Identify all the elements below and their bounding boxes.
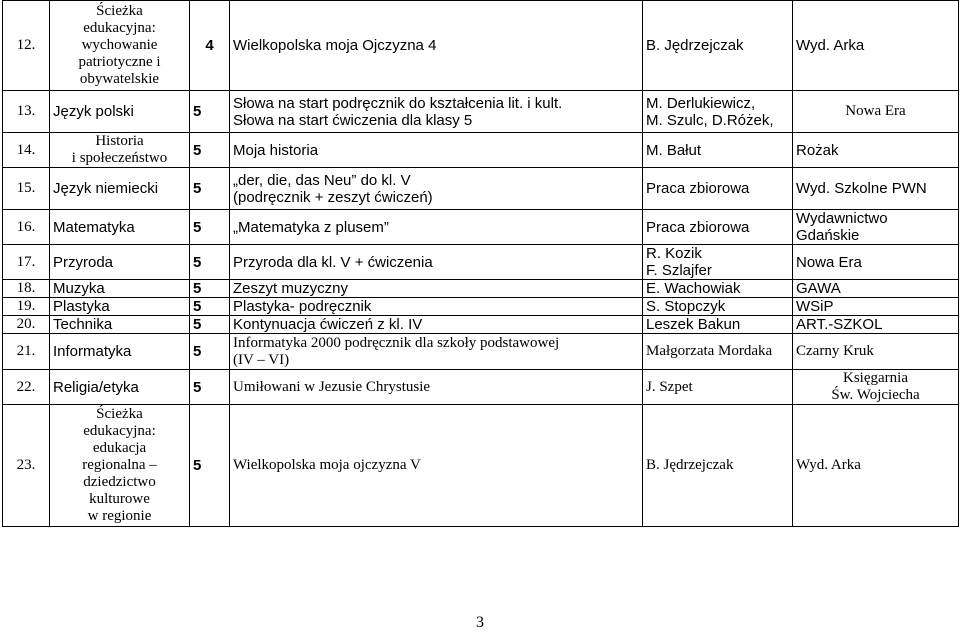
title-cell: Kontynuacja ćwiczeń z kl. IV xyxy=(230,316,643,334)
author-cell: B. Jędrzejczak xyxy=(643,405,793,527)
row-number: 19. xyxy=(3,298,50,316)
table-row xyxy=(3,370,959,405)
publisher-cell: Nowa Era xyxy=(793,245,959,280)
publisher-cell: Rożak xyxy=(793,133,959,168)
publisher-cell: Nowa Era xyxy=(793,91,959,133)
table-row xyxy=(3,1,959,91)
subject-cell: Technika xyxy=(50,316,190,334)
row-number: 21. xyxy=(3,334,50,370)
hours-cell: 5 xyxy=(190,316,230,334)
hours-cell: 5 xyxy=(190,210,230,245)
publisher-cell: Księgarnia Św. Wojciecha xyxy=(793,370,959,405)
title-cell: Plastyka- podręcznik xyxy=(230,298,643,316)
subject-cell: Plastyka xyxy=(50,298,190,316)
hours-cell: 5 xyxy=(190,405,230,527)
table-row xyxy=(3,168,959,210)
title-cell: Informatyka 2000 podręcznik dla szkoły podstawowej (IV – VI) xyxy=(230,334,643,370)
title-cell: Umiłowani w Jezusie Chrystusie xyxy=(230,370,643,405)
title-cell: Słowa na start podręcznik do kształcenia lit. i kult. Słowa na start ćwiczenia dla klasy 5 xyxy=(230,91,643,133)
row-number: 22. xyxy=(3,370,50,405)
row-number: 13. xyxy=(3,91,50,133)
page-number: 3 xyxy=(476,614,484,631)
publisher-cell: Czarny Kruk xyxy=(793,334,959,370)
table-row xyxy=(3,280,959,298)
author-cell: Leszek Bakun xyxy=(643,316,793,334)
row-number: 15. xyxy=(3,168,50,210)
hours-cell: 5 xyxy=(190,280,230,298)
row-number: 23. xyxy=(3,405,50,527)
hours-cell: 4 xyxy=(190,1,230,91)
subject-cell: Przyroda xyxy=(50,245,190,280)
publisher-cell: Wyd. Arka xyxy=(793,405,959,527)
table-row xyxy=(3,210,959,245)
title-cell: Wielkopolska moja ojczyzna V xyxy=(230,405,643,527)
title-cell: „Matematyka z plusem” xyxy=(230,210,643,245)
author-cell: Praca zbiorowa xyxy=(643,210,793,245)
row-number: 16. xyxy=(3,210,50,245)
hours-cell: 5 xyxy=(190,370,230,405)
subject-cell: Informatyka xyxy=(50,334,190,370)
publisher-cell: GAWA xyxy=(793,280,959,298)
table-row xyxy=(3,316,959,334)
hours-cell: 5 xyxy=(190,245,230,280)
publisher-cell: Wyd. Arka xyxy=(793,1,959,91)
table-row xyxy=(3,334,959,370)
title-cell: Wielkopolska moja Ojczyzna 4 xyxy=(230,1,643,91)
table-row xyxy=(3,133,959,168)
hours-cell: 5 xyxy=(190,133,230,168)
publisher-cell: Wyd. Szkolne PWN xyxy=(793,168,959,210)
author-cell: E. Wachowiak xyxy=(643,280,793,298)
author-cell: M. Bałut xyxy=(643,133,793,168)
subject-cell: Ścieżka edukacyjna: wychowanie patriotyczne i obywatelskie xyxy=(50,1,190,91)
author-cell: R. Kozik F. Szlajfer xyxy=(643,245,793,280)
title-cell: Moja historia xyxy=(230,133,643,168)
title-cell: Zeszyt muzyczny xyxy=(230,280,643,298)
table-row xyxy=(3,298,959,316)
table-row xyxy=(3,91,959,133)
subject-cell: Historia i społeczeństwo xyxy=(50,133,190,168)
author-cell: B. Jędrzejczak xyxy=(643,1,793,91)
title-cell: „der, die, das Neu” do kl. V (podręcznik + zeszyt ćwiczeń) xyxy=(230,168,643,210)
hours-cell: 5 xyxy=(190,334,230,370)
subject-cell: Muzyka xyxy=(50,280,190,298)
hours-cell: 5 xyxy=(190,168,230,210)
subject-cell: Język niemiecki xyxy=(50,168,190,210)
publisher-cell: ART.-SZKOL xyxy=(793,316,959,334)
subject-cell: Ścieżka edukacyjna: edukacja regionalna – dziedzictwo kulturowe w regionie xyxy=(50,405,190,527)
row-number: 18. xyxy=(3,280,50,298)
subject-cell: Matematyka xyxy=(50,210,190,245)
author-cell: S. Stopczyk xyxy=(643,298,793,316)
author-cell: Praca zbiorowa xyxy=(643,168,793,210)
author-cell: J. Szpet xyxy=(643,370,793,405)
table-row xyxy=(3,245,959,280)
row-number: 12. xyxy=(3,1,50,91)
author-cell: Małgorzata Mordaka xyxy=(643,334,793,370)
textbook-table xyxy=(2,0,959,527)
hours-cell: 5 xyxy=(190,298,230,316)
row-number: 20. xyxy=(3,316,50,334)
publisher-cell: Wydawnictwo Gdańskie xyxy=(793,210,959,245)
table-row xyxy=(3,405,959,527)
publisher-cell: WSiP xyxy=(793,298,959,316)
subject-cell: Religia/etyka xyxy=(50,370,190,405)
title-cell: Przyroda dla kl. V + ćwiczenia xyxy=(230,245,643,280)
hours-cell: 5 xyxy=(190,91,230,133)
row-number: 14. xyxy=(3,133,50,168)
row-number: 17. xyxy=(3,245,50,280)
author-cell: M. Derlukiewicz, M. Szulc, D.Różek, xyxy=(643,91,793,133)
subject-cell: Język polski xyxy=(50,91,190,133)
